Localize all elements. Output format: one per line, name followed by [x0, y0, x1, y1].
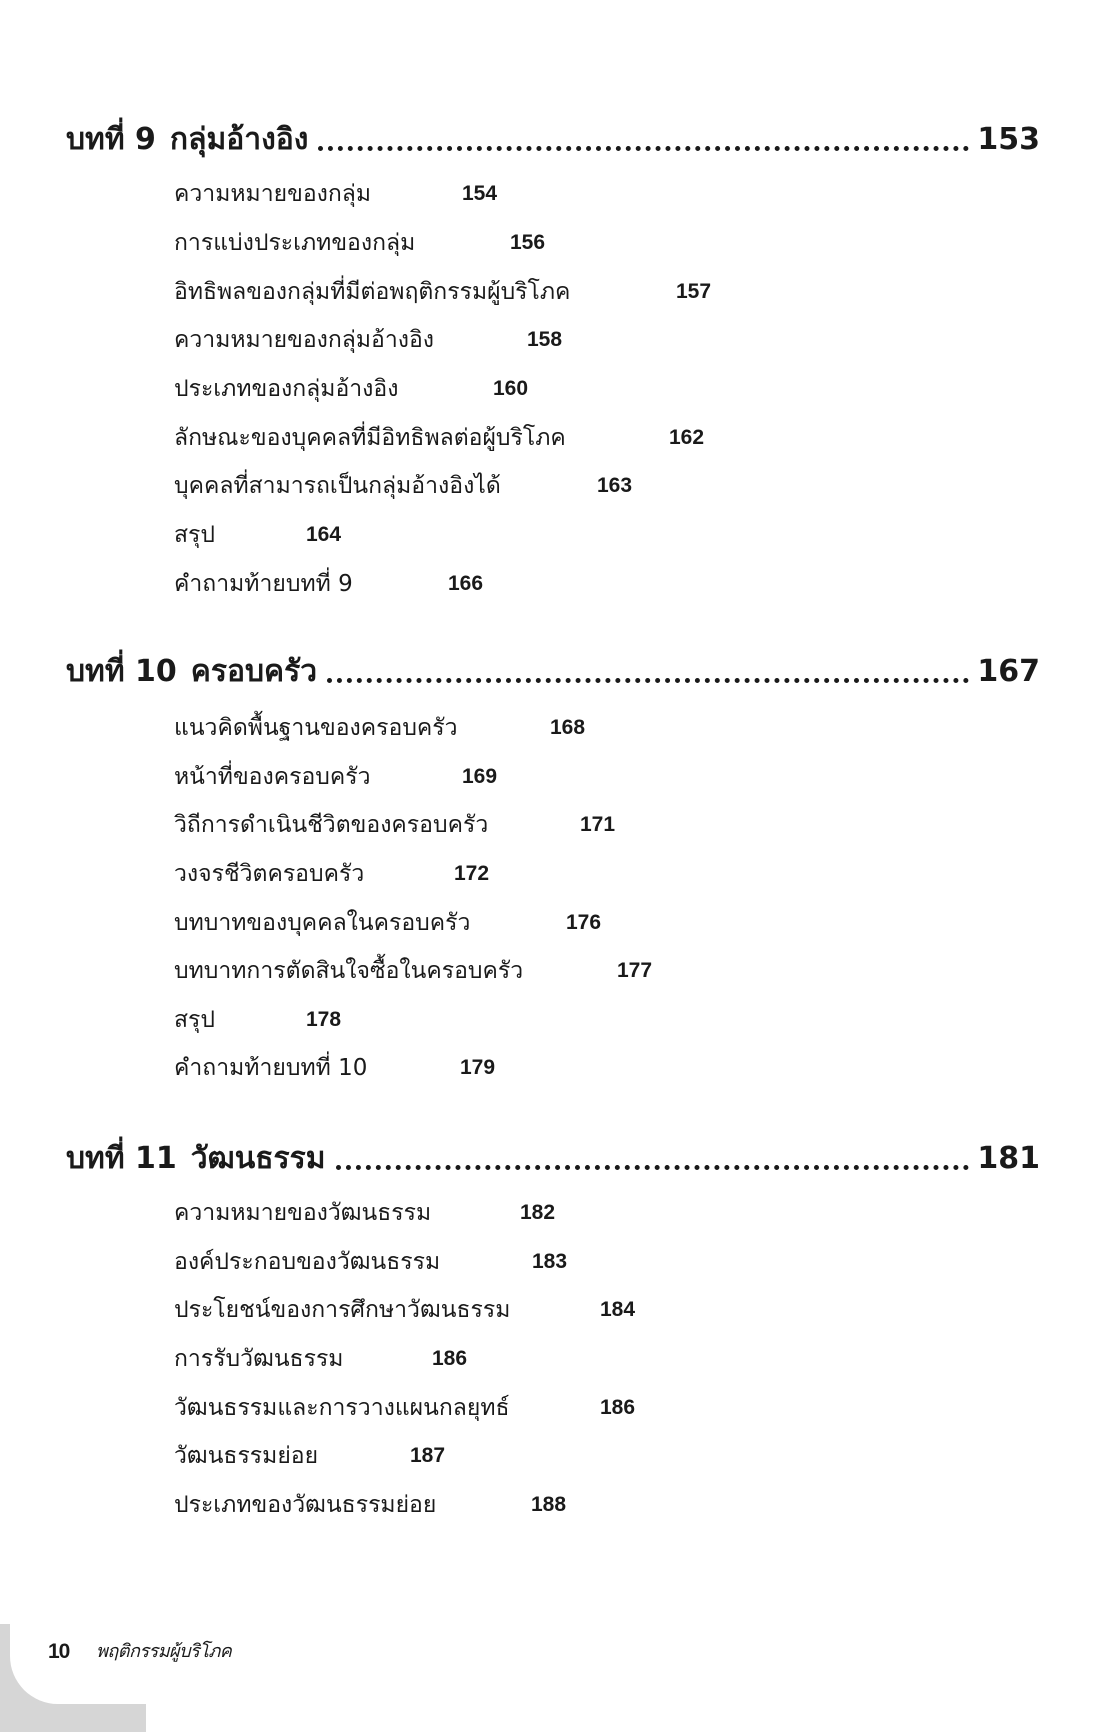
chapter-label: บทที่ 11	[66, 1141, 177, 1176]
toc-entry-page: 182	[520, 1201, 556, 1224]
toc-entry-page: 171	[580, 813, 616, 836]
toc-entry-page: 163	[597, 474, 633, 497]
toc-entry-title: วัฒนธรรมย่อย	[174, 1443, 319, 1469]
toc-entry-page: 162	[669, 426, 705, 449]
chapter-heading-9[interactable]	[66, 118, 1040, 162]
toc-entry-page: 188	[531, 1493, 567, 1516]
dot-leader	[336, 1165, 970, 1170]
chapter-page-number: 153	[977, 122, 1040, 157]
toc-entry-page: 168	[550, 716, 586, 739]
chapter-page-number: 167	[977, 654, 1040, 689]
toc-entry-title: สรุป	[174, 522, 215, 548]
toc-entry-page: 154	[462, 182, 498, 205]
toc-entry-page: 172	[454, 862, 490, 885]
chapter-title: วัฒนธรรม	[190, 1141, 326, 1176]
toc-entry-page: 186	[432, 1347, 468, 1370]
toc-entry-page: 158	[527, 328, 563, 351]
toc-entry-page: 186	[600, 1396, 636, 1419]
toc-entry-title: ประโยชน์ของการศึกษาวัฒนธรรม	[174, 1297, 511, 1323]
toc-entry-page: 169	[462, 765, 498, 788]
toc-entry-page: 179	[460, 1056, 496, 1079]
toc-entry-title: ประเภทของวัฒนธรรมย่อย	[174, 1492, 437, 1518]
toc-entry-title: บุคคลที่สามารถเป็นกลุ่มอ้างอิงได้	[174, 473, 501, 499]
toc-entry-title: องค์ประกอบของวัฒนธรรม	[174, 1249, 441, 1275]
chapter-heading-11[interactable]	[66, 1137, 1040, 1181]
toc-entry-page: 176	[566, 911, 602, 934]
toc-entry-title: การแบ่งประเภทของกลุ่ม	[174, 230, 416, 256]
toc-entry-page: 183	[532, 1250, 568, 1273]
toc-entry-title: วิถีการดำเนินชีวิตของครอบครัว	[174, 812, 489, 838]
toc-entry-page: 184	[600, 1298, 636, 1321]
toc-entry-title: ความหมายของกลุ่ม	[174, 181, 372, 207]
dot-leader	[318, 146, 969, 151]
toc-entry-page: 166	[448, 572, 484, 595]
toc-entry-title: วัฒนธรรมและการวางแผนกลยุทธ์	[174, 1395, 510, 1421]
chapter-label: บทที่ 9	[66, 122, 156, 157]
toc-entry-title: บทบาทการตัดสินใจซื้อในครอบครัว	[174, 958, 524, 984]
dot-leader	[327, 678, 969, 683]
toc-entry-page: 156	[510, 231, 546, 254]
toc-entry-title: ความหมายของกลุ่มอ้างอิง	[174, 327, 435, 353]
toc-entry-page: 157	[676, 280, 712, 303]
toc-entry-title: ประเภทของกลุ่มอ้างอิง	[174, 376, 399, 402]
chapter-heading-10[interactable]	[66, 650, 1040, 694]
toc-entry-title: ความหมายของวัฒนธรรม	[174, 1200, 432, 1226]
toc-entry-title: ลักษณะของบุคคลที่มีอิทธิพลต่อผู้บริโภค	[174, 425, 566, 451]
toc-entry-title: วงจรชีวิตครอบครัว	[174, 861, 365, 887]
toc-entry-title: การรับวัฒนธรรม	[174, 1346, 344, 1372]
toc-entry-page: 187	[410, 1444, 446, 1467]
chapter-title: กลุ่มอ้างอิง	[169, 122, 309, 157]
toc-entry-page: 178	[306, 1008, 342, 1031]
toc-entry-title: อิทธิพลของกลุ่มที่มีต่อพฤติกรรมผู้บริโภค	[174, 279, 571, 305]
toc-entry-title: สรุป	[174, 1007, 215, 1033]
toc-entry-title: แนวคิดพื้นฐานของครอบครัว	[174, 715, 458, 741]
toc-entry-page: 160	[493, 377, 529, 400]
footer-book-title: พฤติกรรมผู้บริโภค	[96, 1641, 232, 1662]
toc-entry-title: คำถามท้ายบทที่ 10	[174, 1055, 368, 1081]
chapter-label: บทที่ 10	[66, 654, 177, 689]
toc-entry-title: คำถามท้ายบทที่ 9	[174, 571, 353, 597]
chapter-page-number: 181	[977, 1141, 1040, 1176]
footer-page-number: 10	[48, 1640, 70, 1663]
chapter-title: ครอบครัว	[190, 654, 318, 689]
toc-entry-page: 177	[617, 959, 653, 982]
toc-entry-title: บทบาทของบุคคลในครอบครัว	[174, 910, 471, 936]
toc-entry-page: 164	[306, 523, 342, 546]
toc-entry-title: หน้าที่ของครอบครัว	[174, 764, 371, 790]
